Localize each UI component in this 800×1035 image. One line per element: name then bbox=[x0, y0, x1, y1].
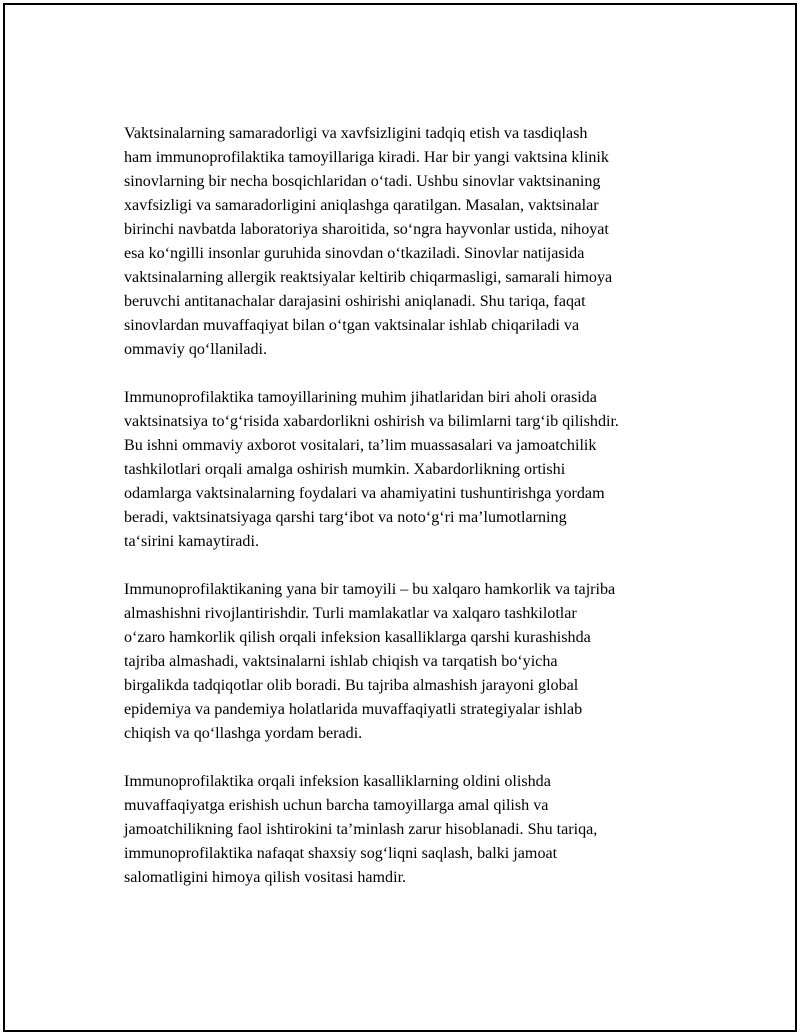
paragraph-4: Immunoprofilaktika orqali infeksion kasalliklarning oldini olishda muvaffaqiyatga erishish uchun barcha tamoyillarga amal qilish va jamoatchilikning faol ishtirokini ta’minlash zarur hisoblanadi. Shu tariqa, immunoprofilaktika nafaqat shaxsiy sog‘liqni saqlash, balki jamoat salomatligini himoya qilish vositasi hamdir. bbox=[124, 773, 598, 886]
paragraph-1: Vaktsinalarning samaradorligi va xavfsizligini tadqiq etish va tasdiqlash ham immunoprofilaktika tamoyillariga kiradi. Har bir yangi vaktsina klinik sinovlarning bir necha bosqichlaridan o‘tadi. Ushbu sinovlar vaktsinaning xavfsizligi va samaradorligini aniqlashga qaratilgan. Masalan, vaktsinalar birinchi navbatda laboratoriya sharoitida, so‘ngra hayvonlar ustida, nihoyat esa ko‘ngilli insonlar guruhida sinovdan o‘tkaziladi. Sinovlar natijasida vaktsinalarning allergik reaktsiyalar keltirib chiqarmasligi, samarali himoya beruvchi antitanachalar darajasini oshirishi aniqlanadi. Shu tariqa, faqat sinovlardan muvaffaqiyat bilan o‘tgan vaktsinalar ishlab chiqariladi va ommaviy qo‘llaniladi. bbox=[124, 125, 613, 358]
page-frame bbox=[3, 3, 797, 1032]
paragraph-2: Immunoprofilaktika tamoyillarining muhim jihatlaridan biri aholi orasida vaktsinatsiya to‘g‘risida xabardorlikni oshirish va bilimlarni targ‘ib qilishdir. Bu ishni ommaviy axborot vositalari, ta’lim muassasalari va jamoatchilik tashkilotlari orqali amalga oshirish mumkin. Xabardorlikning ortishi odamlarga vaktsinalarning foydalari va ahamiyatini tushuntirishga yordam beradi, vaktsinatsiyaga qarshi targ‘ibot va noto‘g‘ri ma’lumotlarning ta‘sirini kamaytiradi. bbox=[124, 389, 619, 550]
document-body bbox=[124, 122, 699, 914]
paragraph-3: Immunoprofilaktikaning yana bir tamoyili – bu xalqaro hamkorlik va tajriba almashishni rivojlantirishdir. Turli mamlakatlar va xalqaro tashkilotlar o‘zaro hamkorlik qilish orqali infeksion kasalliklarga qarshi kurashishda tajriba almashadi, vaktsinalarni ishlab chiqish va tarqatish bo‘yicha birgalikda tadqiqotlar olib boradi. Bu tajriba almashish jarayoni global epidemiya va pandemiya holatlarida muvaffaqiyatli strategiyalar ishlab chiqish va qo‘llashga yordam beradi. bbox=[124, 581, 616, 742]
